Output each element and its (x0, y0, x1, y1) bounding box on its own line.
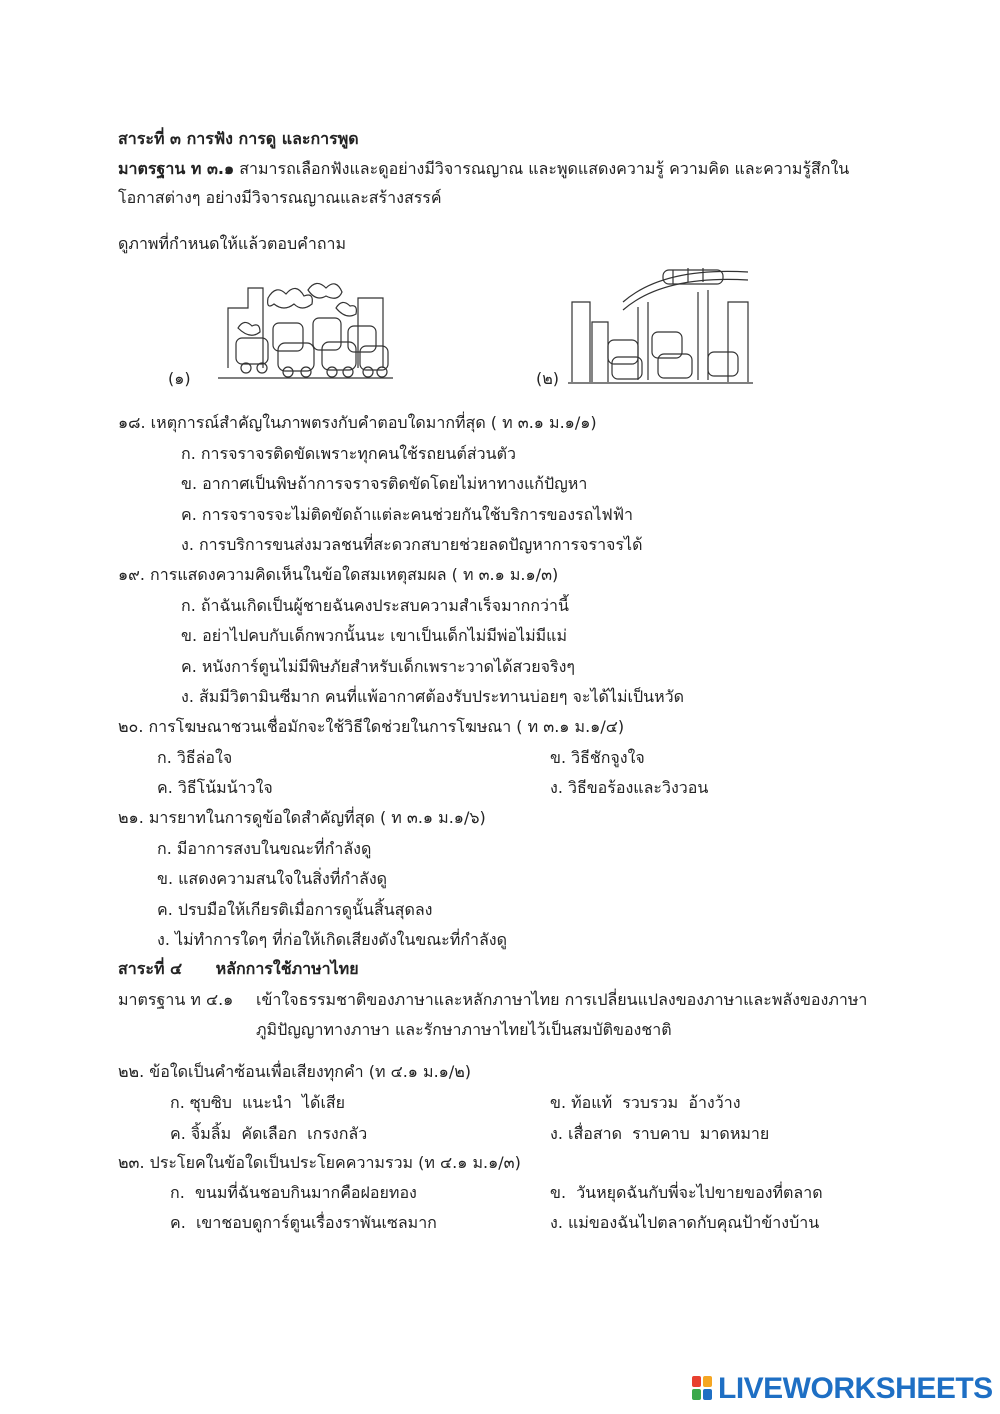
question-22-choice-d[interactable]: ง. เสื่อสาด ราบคาบ มาดหมาย (550, 1124, 770, 1143)
question-20-choice-a[interactable]: ก. วิธีล่อใจ (157, 748, 233, 767)
question-18-choice-b[interactable]: ข. อากาศเป็นพิษถ้าการจราจรติดขัดโดยไม่หาทางแก้ปัญหา (181, 474, 588, 493)
question-18-choice-d[interactable]: ง. การบริการขนส่งมวลชนที่สะดวกสบายช่วยลดปัญหาการจราจรได้ (181, 535, 643, 554)
question-20-stem: ๒๐. การโฆษณาชวนเชื่อมักจะใช้วิธีใดช่วยในการโฆษณา ( ท ๓.๑ ม.๑/๔) (118, 717, 625, 736)
question-23-choice-b[interactable]: ข. วันหยุดฉันกับพี่จะไปขายของที่ตลาด (550, 1183, 823, 1202)
question-19-choice-b[interactable]: ข. อย่าไปคบกับเด็กพวกนั้นนะ เขาเป็นเด็กไม่มีพ่อไม่มีแม่ (181, 626, 568, 645)
question-19-stem: ๑๙. การแสดงความคิดเห็นในข้อใดสมเหตุสมผล ( ท ๓.๑ ม.๑/๓) (118, 565, 559, 584)
question-18-choice-a[interactable]: ก. การจราจรติดขัดเพราะทุกคนใช้รถยนต์ส่วนตัว (181, 444, 516, 463)
picture-1-label: (๑) (168, 369, 191, 388)
question-20-choice-c[interactable]: ค. วิธีโน้มน้าวใจ (157, 778, 273, 797)
question-21-choice-d[interactable]: ง. ไม่ทำการใดๆ ที่ก่อให้เกิดเสียงดังในขณะที่กำลังดู (157, 930, 507, 949)
question-18-stem: ๑๘. เหตุการณ์สำคัญในภาพตรงกับคำตอบใดมากที่สุด ( ท ๓.๑ ม.๑/๑) (118, 413, 597, 432)
picture-2-label: (๒) (536, 369, 560, 388)
question-23-choice-a[interactable]: ก. ขนมที่ฉันชอบกินมากคือฝอยทอง (170, 1183, 417, 1202)
question-21-choice-a[interactable]: ก. มีอาการสงบในขณะที่กำลังดู (157, 839, 372, 858)
question-22-choice-b[interactable]: ข. ท้อแท้ รวบรวม อ้างว้าง (550, 1093, 741, 1112)
question-20-choice-d[interactable]: ง. วิธีขอร้องและวิงวอน (550, 778, 709, 797)
question-21-stem: ๒๑. มารยาทในการดูข้อใดสำคัญที่สุด ( ท ๓.๑ ม.๑/๖) (118, 808, 486, 827)
standard-3-line-1 (118, 158, 849, 180)
traffic-jam-illustration (218, 268, 393, 380)
skytrain-illustration (568, 262, 753, 384)
standard-4-label: มาตรฐาน ท ๔.๑ (118, 990, 234, 1009)
question-20-choice-b[interactable]: ข. วิธีชักจูงใจ (550, 748, 645, 767)
question-23-stem: ๒๓. ประโยคในข้อใดเป็นประโยคความรวม (ท ๔.๑ ม.๑/๓) (118, 1153, 521, 1172)
question-23-choice-c[interactable]: ค. เขาชอบดูการ์ตูนเรื่องราพันเซลมาก (170, 1213, 437, 1232)
question-22-choice-c[interactable]: ค. จิ้มลิ้ม คัดเลือก เกรงกลัว (170, 1124, 368, 1143)
standard-4-text-2: ภูมิปัญญาทางภาษา และรักษาภาษาไทยไว้เป็นสมบัติของชาติ (256, 1020, 672, 1039)
liveworksheets-logo[interactable] (692, 1372, 993, 1406)
question-18-choice-c[interactable]: ค. การจราจรจะไม่ติดขัดถ้าแต่ละคนช่วยกันใช้บริการของรถไฟฟ้า (181, 505, 634, 524)
liveworksheets-wordmark: LIVEWORKSHEETS (718, 1372, 993, 1405)
standard-3-line-2: โอกาสต่างๆ อย่างมีวิจารณญาณและสร้างสรรค์ (118, 188, 442, 207)
standard-4-text-1: เข้าใจธรรมชาติของภาษาและหลักภาษาไทย การเปลี่ยนแปลงของภาษาและพลังของภาษา (256, 990, 868, 1009)
question-19-choice-a[interactable]: ก. ถ้าฉันเกิดเป็นผู้ชายฉันคงประสบความสำเร็จมากกว่านี้ (181, 596, 569, 615)
strand-3-title: สาระที่ ๓ การฟัง การดู และการพูด (118, 129, 359, 148)
liveworksheets-mark-icon (692, 1376, 714, 1402)
question-22-stem: ๒๒. ข้อใดเป็นคำซ้อนเพื่อเสียงทุกคำ (ท ๔.๑ ม.๑/๒) (118, 1062, 472, 1081)
question-19-choice-c[interactable]: ค. หนังการ์ตูนไม่มีพิษภัยสำหรับเด็กเพราะวาดได้สวยจริงๆ (181, 657, 575, 676)
question-21-choice-b[interactable]: ข. แสดงความสนใจในสิ่งที่กำลังดู (157, 869, 388, 888)
strand-4-title: สาระที่ ๔ หลักการใช้ภาษาไทย (118, 959, 359, 978)
instruction: ดูภาพที่กำหนดให้แล้วตอบคำถาม (118, 234, 347, 253)
question-22-choice-a[interactable]: ก. ซุบซิบ แนะนำ ได้เสีย (170, 1093, 346, 1112)
question-23-choice-d[interactable]: ง. แม่ของฉันไปตลาดกับคุณป้าข้างบ้าน (550, 1213, 820, 1232)
standard-3-label: มาตรฐาน ท ๓.๑ (118, 159, 235, 178)
question-19-choice-d[interactable]: ง. ส้มมีวิตามินซีมาก คนที่แพ้อากาศต้องรับประทานบ่อยๆ จะได้ไม่เป็นหวัด (181, 687, 684, 706)
question-21-choice-c[interactable]: ค. ปรบมือให้เกียรติเมื่อการดูนั้นสิ้นสุดลง (157, 900, 433, 919)
standard-3-text: สามารถเลือกฟังและดูอย่างมีวิจารณญาณ และพูดแสดงความรู้ ความคิด และความรู้สึกใน (234, 159, 850, 178)
